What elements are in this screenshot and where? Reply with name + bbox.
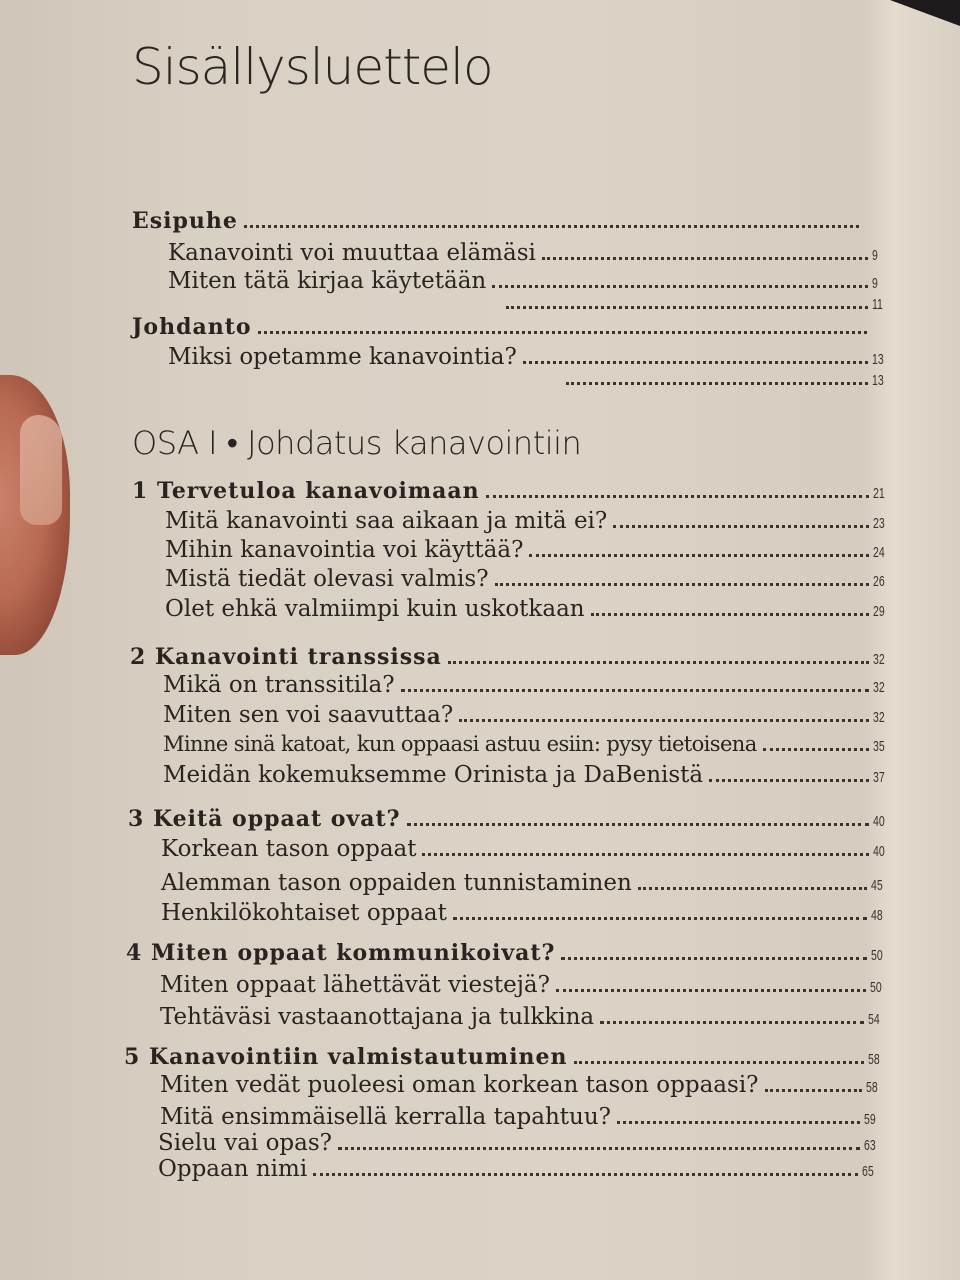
toc-label: Olet ehkä valmiimpi kuin uskotkaan (165, 596, 585, 622)
toc-page: 13 (872, 372, 884, 389)
toc-entry (163, 672, 887, 698)
toc-page: 23 (873, 515, 885, 532)
leader-dots (763, 748, 869, 751)
leader-dots (542, 257, 868, 260)
toc-entry (560, 372, 886, 390)
toc-page: 65 (862, 1163, 874, 1180)
leader-dots (422, 853, 869, 856)
toc-label: Esipuhe (132, 208, 238, 234)
leader-dots (486, 495, 869, 498)
toc-label: 1 Tervetuloa kanavoimaan (132, 478, 480, 504)
toc-page: 26 (873, 573, 885, 590)
toc-entry (165, 537, 887, 563)
toc-entry (165, 596, 887, 622)
toc-page: 50 (870, 979, 882, 996)
leader-dots (258, 331, 867, 334)
toc-page: 50 (871, 947, 883, 964)
toc-label: Oppaan nimi (158, 1156, 308, 1182)
toc-page: 63 (864, 1137, 876, 1154)
toc-label: 3 Keitä oppaat ovat? (128, 806, 401, 832)
toc-label: Korkean tason oppaat (161, 836, 417, 862)
toc-chapter-2 (130, 644, 887, 670)
toc-page: 24 (873, 544, 885, 561)
toc-label: Mitä kanavointi saa aikaan ja mitä ei? (165, 508, 608, 534)
toc-page: 13 (872, 351, 884, 368)
toc-page: 9 (872, 247, 878, 264)
toc-label: 4 Miten oppaat kommunikoivat? (126, 940, 556, 966)
toc-label: 2 Kanavointi transsissa (130, 644, 442, 670)
leader-dots (574, 1061, 864, 1064)
toc-entry (160, 1072, 880, 1098)
toc-page: 32 (873, 679, 885, 696)
toc-page: 11 (872, 296, 883, 313)
toc-entry (165, 508, 887, 534)
toc-chapter-1 (132, 478, 887, 504)
leader-dots (401, 689, 869, 692)
toc-entry (161, 870, 885, 896)
toc-entry (168, 240, 886, 266)
thumb (0, 375, 70, 655)
leader-dots (244, 225, 859, 228)
toc-chapter-4 (126, 940, 885, 966)
toc-label: 5 Kanavointiin valmistautuminen (124, 1044, 568, 1070)
toc-label: Mikä on transsitila? (163, 672, 395, 698)
toc-entry (160, 1004, 882, 1030)
toc-entry (168, 268, 886, 294)
leader-dots (453, 917, 867, 920)
toc-page: 40 (873, 843, 885, 860)
leader-dots (529, 554, 869, 557)
toc-entry (163, 732, 887, 756)
toc-entry (163, 762, 887, 788)
toc-entry (161, 900, 885, 926)
toc-page: 29 (873, 603, 885, 620)
leader-dots (492, 285, 868, 288)
leader-dots (591, 613, 869, 616)
leader-dots (617, 1121, 860, 1124)
toc-label: Minne sinä katoat, kun oppaasi astuu esiin: pysy tietoisena (163, 732, 757, 756)
leader-dots (556, 989, 866, 992)
toc-page: 37 (873, 769, 885, 786)
toc-label: Henkilökohtaiset oppaat (161, 900, 447, 926)
toc-entry (500, 296, 886, 314)
toc-label: Kanavointi voi muuttaa elämäsi (168, 240, 536, 266)
toc-label: Alemman tason oppaiden tunnistaminen (161, 870, 632, 896)
toc-entry (163, 702, 887, 728)
part-heading: OSA I • Johdatus kanavointiin (132, 424, 582, 462)
toc-entry (168, 344, 886, 370)
leader-dots (561, 957, 867, 960)
toc-chapter-5 (124, 1044, 882, 1070)
leader-dots (506, 306, 868, 309)
toc-entry (165, 566, 887, 592)
toc-page: 58 (866, 1079, 878, 1096)
toc-label: Meidän kokemuksemme Orinista ja DaBenistä (163, 762, 704, 788)
leader-dots (495, 583, 869, 586)
toc-page: 32 (873, 709, 885, 726)
toc-label: Miten oppaat lähettävät viestejä? (160, 972, 550, 998)
toc-entry-johdanto (132, 314, 885, 340)
toc-label: Sielu vai opas? (158, 1130, 332, 1156)
toc-entry (161, 836, 887, 862)
leader-dots (338, 1147, 860, 1150)
toc-page: 45 (871, 877, 883, 894)
toc-label: Johdanto (132, 314, 252, 340)
toc-label: Mitä ensimmäisellä kerralla tapahtuu? (160, 1104, 611, 1130)
leader-dots (448, 661, 869, 664)
leader-dots (459, 719, 869, 722)
toc-label: Miten vedät puoleesi oman korkean tason oppaasi? (160, 1072, 759, 1098)
toc-page: 59 (864, 1111, 876, 1128)
leader-dots (407, 823, 869, 826)
toc-label: Miten tätä kirjaa käytetään (168, 268, 487, 294)
toc-chapter-3 (128, 806, 887, 832)
toc-entry (158, 1156, 876, 1182)
toc-page: 54 (868, 1011, 880, 1028)
leader-dots (313, 1173, 858, 1176)
toc-page: 40 (873, 813, 885, 830)
page-title: Sisällysluettelo (132, 38, 493, 96)
toc-entry-esipuhe (132, 208, 877, 234)
leader-dots (613, 525, 869, 528)
toc-page: 9 (872, 275, 878, 292)
leader-dots (638, 887, 867, 890)
toc-entry (160, 972, 884, 998)
leader-dots (523, 361, 868, 364)
leader-dots (600, 1021, 864, 1024)
toc-label: Miksi opetamme kanavointia? (168, 344, 517, 370)
toc-page: 48 (871, 907, 883, 924)
toc-page: 58 (868, 1051, 880, 1068)
toc-page: 32 (873, 651, 885, 668)
toc-entry (160, 1104, 878, 1130)
toc-label: Miten sen voi saavuttaa? (163, 702, 454, 728)
leader-dots (709, 779, 869, 782)
toc-label: Mistä tiedät olevasi valmis? (165, 566, 489, 592)
leader-dots (765, 1089, 862, 1092)
toc-label: Tehtäväsi vastaanottajana ja tulkkina (160, 1004, 595, 1030)
toc-entry (158, 1130, 878, 1156)
toc-page: 21 (873, 485, 885, 502)
toc-label: Mihin kanavointia voi käyttää? (165, 537, 524, 563)
leader-dots (566, 382, 868, 385)
toc-page: 35 (873, 738, 885, 755)
background-object-corner (890, 0, 960, 26)
